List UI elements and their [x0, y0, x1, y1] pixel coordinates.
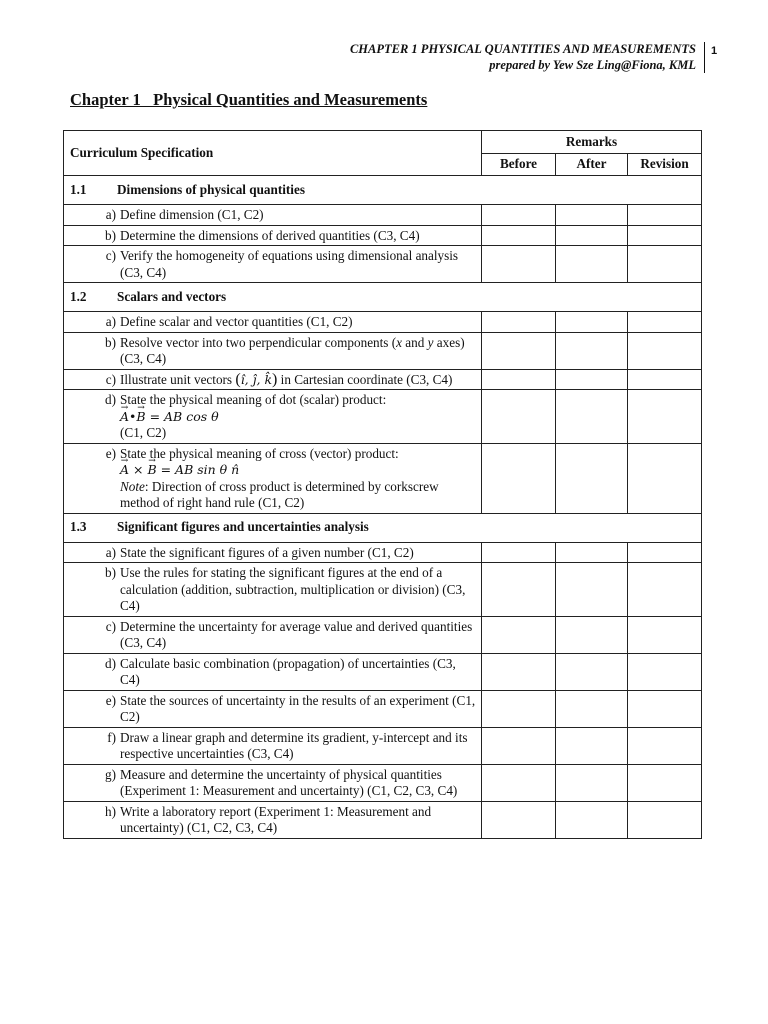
revision-cell[interactable] — [628, 563, 702, 617]
table-row — [64, 801, 702, 838]
after-cell[interactable] — [556, 801, 628, 838]
cross-product-formula: → A × → B = AB sin θ n̂ — [120, 462, 239, 477]
after-cell[interactable] — [556, 312, 628, 333]
revision-cell[interactable] — [628, 332, 702, 369]
item-label: c) — [105, 371, 116, 387]
section-number: 1.1 — [70, 181, 87, 197]
item-text: Illustrate unit vectors (î, ĵ, k̂) in Cartesian coordinate (C3, C4) — [120, 370, 453, 388]
revision-cell[interactable] — [628, 764, 702, 801]
after-cell[interactable] — [556, 443, 628, 513]
before-cell[interactable] — [482, 727, 556, 764]
item-text: Determine the dimensions of derived quantities (C3, C4) — [120, 227, 420, 243]
table-row — [64, 542, 702, 563]
item-text: Measure and determine the uncertainty of physical quantities (Experiment 1: Measurement and uncertainty) (C1, C2, C3, C4) — [120, 766, 458, 798]
item-text: Calculate basic combination (propagation) of uncertainties (C3, C4) — [120, 655, 456, 687]
table-row — [64, 727, 702, 764]
page-number: 1 — [711, 45, 718, 57]
after-cell[interactable] — [556, 390, 628, 444]
before-cell[interactable] — [482, 205, 556, 226]
revision-cell[interactable] — [628, 225, 702, 246]
curriculum-table — [63, 130, 702, 839]
before-cell[interactable] — [482, 443, 556, 513]
item-label: e) — [105, 692, 116, 708]
table-row — [64, 246, 702, 283]
table-row — [64, 390, 702, 444]
after-cell[interactable] — [556, 205, 628, 226]
revision-cell[interactable] — [628, 205, 702, 226]
revision-cell[interactable] — [628, 616, 702, 653]
item-text: State the sources of uncertainty in the results of an experiment (C1, C2) — [120, 692, 476, 724]
table-row — [64, 205, 702, 226]
before-cell[interactable] — [482, 616, 556, 653]
table-row — [64, 764, 702, 801]
item-label: d) — [105, 655, 116, 671]
revision-cell[interactable] — [628, 369, 702, 390]
revision-cell[interactable] — [628, 312, 702, 333]
header-divider — [704, 42, 705, 73]
after-cell[interactable] — [556, 616, 628, 653]
before-cell[interactable] — [482, 542, 556, 563]
after-header: After — [556, 154, 628, 176]
item-label: b) — [105, 227, 116, 243]
table-row — [64, 563, 702, 617]
revision-cell[interactable] — [628, 390, 702, 444]
item-text: Resolve vector into two perpendicular components (x and y axes) (C3, C4) — [120, 334, 465, 366]
item-label: e) — [105, 445, 116, 461]
after-cell[interactable] — [556, 225, 628, 246]
item-text: Draw a linear graph and determine its gradient, y-intercept and its respective uncertainties (C3, C4) — [120, 729, 468, 761]
item-text: State the significant figures of a given number (C1, C2) — [120, 544, 414, 560]
item-label: f) — [107, 729, 116, 745]
before-cell[interactable] — [482, 369, 556, 390]
before-cell[interactable] — [482, 246, 556, 283]
item-label: b) — [105, 334, 116, 350]
revision-cell[interactable] — [628, 246, 702, 283]
after-cell[interactable] — [556, 369, 628, 390]
after-cell[interactable] — [556, 690, 628, 727]
item-label: c) — [105, 248, 116, 263]
section-title: Significant figures and uncertainties analysis — [117, 519, 369, 535]
item-label: b) — [105, 565, 116, 580]
before-cell[interactable] — [482, 225, 556, 246]
dot-product-formula: → A•→ B = AB cos θ — [120, 409, 219, 424]
table-row — [64, 443, 702, 513]
section-number: 1.2 — [70, 288, 87, 304]
table-row — [64, 616, 702, 653]
item-text: Use the rules for stating the significant figures at the end of a calculation (addition, subtraction, multiplication or division) (C3, C4) — [120, 565, 466, 613]
section-row — [64, 176, 702, 205]
page-header — [350, 41, 696, 73]
section-title: Dimensions of physical quantities — [117, 181, 305, 197]
item-text: Write a laboratory report (Experiment 1: Measurement and uncertainty) (C1, C2, C3, C4) — [120, 803, 432, 835]
after-cell[interactable] — [556, 764, 628, 801]
revision-cell[interactable] — [628, 653, 702, 690]
table-row — [64, 369, 702, 390]
unit-vectors: î, ĵ, k̂ — [240, 371, 273, 387]
before-cell[interactable] — [482, 653, 556, 690]
before-cell[interactable] — [482, 801, 556, 838]
item-text: Verify the homogeneity of equations using dimensional analysis (C3, C4) — [120, 248, 459, 280]
page-title: Chapter 1 Physical Quantities and Measurements — [70, 90, 428, 109]
item-text: State the physical meaning of dot (scalar) product: → A•→ B = AB cos θ (C1, C2) — [120, 392, 477, 442]
header-chapter-title: CHAPTER 1 PHYSICAL QUANTITIES AND MEASUREMENTS — [349, 42, 696, 56]
revision-cell[interactable] — [628, 727, 702, 764]
revision-cell[interactable] — [628, 443, 702, 513]
before-cell[interactable] — [482, 563, 556, 617]
curriculum-spec-header: Curriculum Specification — [64, 131, 482, 176]
revision-cell[interactable] — [628, 690, 702, 727]
header-author: prepared by Yew Sze Ling@Fiona, KML — [489, 58, 696, 72]
item-text: Define dimension (C1, C2) — [120, 207, 264, 222]
table-row — [64, 225, 702, 246]
section-row — [64, 283, 702, 312]
revision-header: Revision — [628, 154, 702, 176]
table-row — [64, 332, 702, 369]
section-row — [64, 513, 702, 542]
after-cell[interactable] — [556, 653, 628, 690]
item-text: State the physical meaning of cross (vector) product: → A × → B = AB sin θ n̂ Note: Direction of cross product is determined by corkscrew method of right hand rule (C1, C2) — [120, 446, 477, 512]
after-cell[interactable] — [556, 246, 628, 283]
item-label: d) — [105, 392, 116, 407]
item-label: a) — [105, 314, 116, 329]
item-label: h) — [105, 803, 116, 819]
item-label: c) — [105, 618, 116, 634]
item-text: Determine the uncertainty for average value and derived quantities (C3, C4) — [120, 618, 473, 650]
item-label: g) — [105, 766, 116, 782]
remarks-header: Remarks — [482, 131, 702, 154]
table-row — [64, 312, 702, 333]
before-cell[interactable] — [482, 312, 556, 333]
revision-cell[interactable] — [628, 801, 702, 838]
before-cell[interactable] — [482, 690, 556, 727]
before-cell[interactable] — [482, 390, 556, 444]
item-label: a) — [105, 207, 116, 222]
section-title: Scalars and vectors — [117, 288, 227, 304]
after-cell[interactable] — [556, 542, 628, 563]
revision-cell[interactable] — [628, 542, 702, 563]
table-row — [64, 653, 702, 690]
before-cell[interactable] — [482, 332, 556, 369]
item-text: Define scalar and vector quantities (C1, C2) — [120, 314, 353, 329]
before-cell[interactable] — [482, 764, 556, 801]
after-cell[interactable] — [556, 332, 628, 369]
after-cell[interactable] — [556, 727, 628, 764]
before-header: Before — [482, 154, 556, 176]
after-cell[interactable] — [556, 563, 628, 617]
item-label: a) — [105, 544, 116, 560]
table-row — [64, 690, 702, 727]
section-number: 1.3 — [70, 519, 87, 535]
